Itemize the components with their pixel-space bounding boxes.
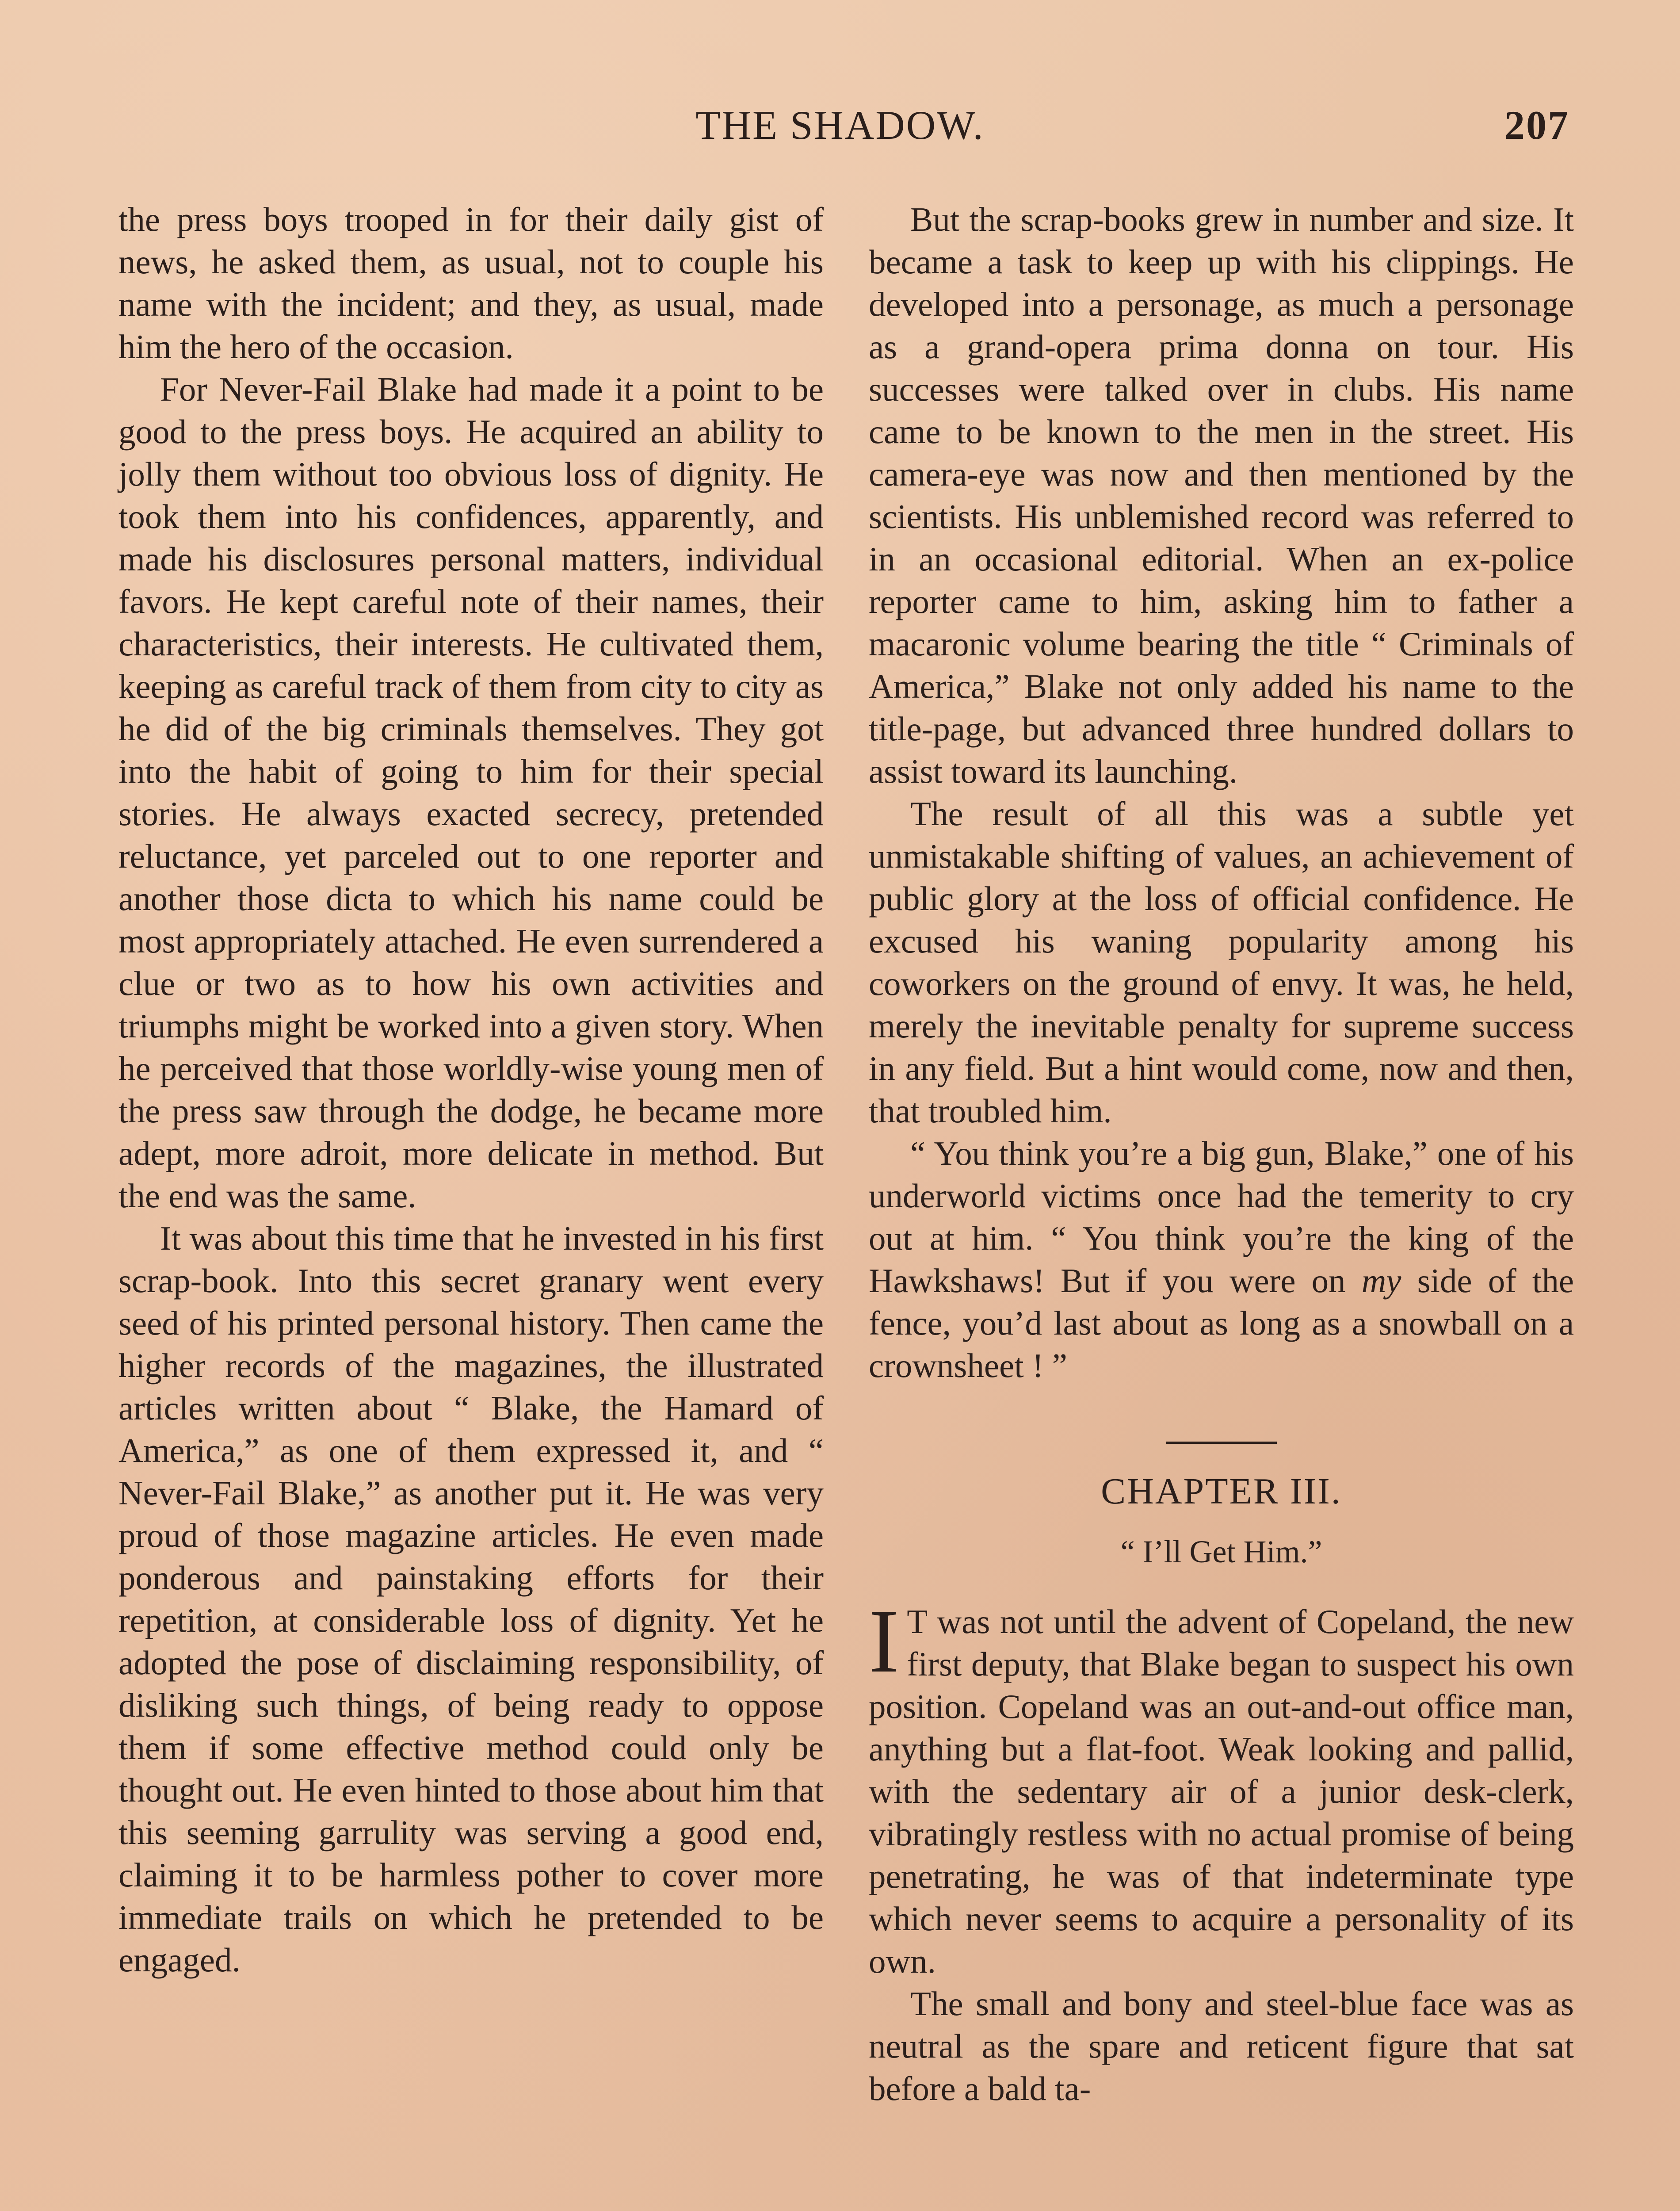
drop-cap: I — [869, 1591, 899, 1691]
page-number: 207 — [1504, 103, 1569, 148]
quote-italic-word: my — [1361, 1262, 1401, 1300]
right-paragraph-1: But the scrap-books grew in number and size. It became a task to keep up with his clippings. He developed into a personage, as much a personage as a grand-opera prima donna on tour. His successes were talked over in clubs. His name came to be known to the men in the street. His camera-eye was now and then mentioned by the scientists. His unblemished record was referred to in an occasional editorial. When an ex-police reporter came to him, asking him to father a macaronic volume bearing the title “ Criminals of America,” Blake not only added his name to the title-page, but advanced three hundred dollars to assist toward its launching. — [869, 200, 1574, 790]
chapter-opening-paragraph — [869, 1591, 1574, 1982]
chapter-opening-text: T was not until the advent of Copeland, the new first deputy, that Blake began to suspect his own position. Copeland was an out-and-out office man, anything but a flat-foot. Weak looking and pallid, with the sedentary air of a junior desk-clerk, vibratingly restless with no actual promise of being penetrating, he was of that indeterminate type which never seems to acquire a personality of its own. — [869, 1603, 1574, 1980]
right-paragraph-2: The result of all this was a subtle yet unmistakable shifting of values, an achievement of public glory at the loss of official confidence. He excused his waning popularity among his coworkers on the ground of envy. It was, he held, merely the inevitable penalty for supreme success in any field. But a hint would come, now and then, that troubled him. — [869, 795, 1574, 1130]
chapter-subtitle: “ I’ll Get Him.” — [1120, 1534, 1322, 1569]
chapter-heading: CHAPTER III. — [1101, 1471, 1342, 1512]
left-paragraph-2: For Never-Fail Blake had made it a point to be good to the press boys. He acquired an ability to jolly them without too obvious loss of dignity. He took them into his confidences, apparently, and made his disclosures personal matters, individual favors. He kept careful note of their names, their characteristics, their interests. He cultivated them, keeping as careful track of them from city to city as he did of the big criminals themselves. They got into the habit of going to him for their special stories. He always exacted secrecy, pretended reluctance, yet parceled out to one reporter and another those dicta to which his name could be most appropriately attached. He even surrendered a clue or two as to how his own activities and triumphs might be worked into a given story. When he perceived that those worldly-wise young men of the press saw through the dodge, he became more adept, more adroit, more delicate in method. But the end was the same. — [118, 370, 824, 1215]
left-paragraph-3: It was about this time that he invested in his first scrap-book. Into this secret granary went every seed of his printed personal history. Then came the higher records of the magazines, the illustrated articles written about “ Blake, the Hamard of America,” as one of them expressed it, and “ Never-Fail Blake,” as another put it. He was very proud of those magazine articles. He even made ponderous and painstaking efforts for their repetition, at considerable loss of dignity. Yet he adopted the pose of disclaiming responsibility, of disliking such things, of being ready to oppose them if some effective method could only be thought out. He even hinted to those about him that this seeming garrulity was serving a good end, claiming it to be harmless pother to cover more immediate trails on which he pretended to be engaged. — [118, 1219, 824, 1979]
right-paragraph-quote — [869, 1132, 1574, 1387]
section-divider — [1166, 1442, 1277, 1444]
right-column — [869, 198, 1574, 2110]
left-column — [118, 198, 824, 1981]
left-paragraph-1: the press boys trooped in for their daily gist of news, he asked them, as usual, not to couple his name with the incident; and they, as usual, made him the hero of the occasion. — [118, 200, 824, 366]
right-paragraph-final: The small and bony and steel-blue face was as neutral as the spare and reticent figure that sat before a bald ta- — [869, 1985, 1574, 2108]
quote-text-end: side of the fence, you’d last about as long as a snowball on a crownsheet ! ” — [869, 1262, 1574, 1385]
running-title: THE SHADOW. — [695, 103, 985, 148]
quote-text-start: “ You think you’re a big gun, Blake,” one of his underworld victims once had the temerity to cry out at him. “ You think you’re the king of the Hawkshaws! But if you were on — [869, 1134, 1574, 1300]
running-head — [0, 102, 1680, 155]
